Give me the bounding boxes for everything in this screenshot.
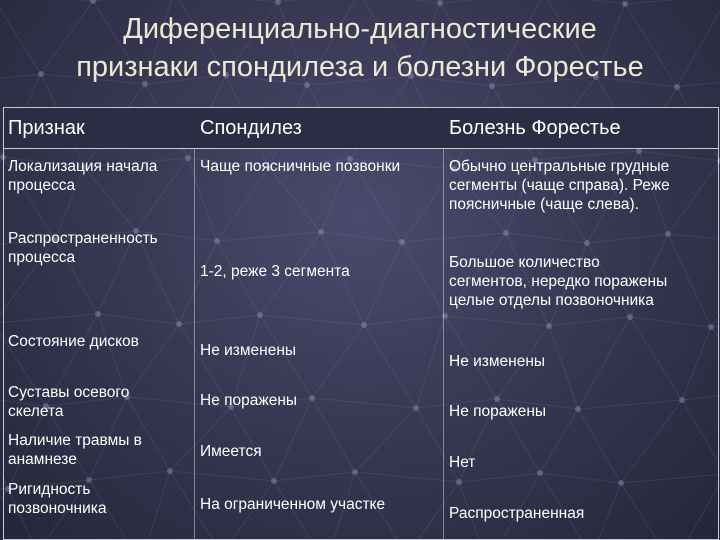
table-cell: Не поражены <box>200 392 298 409</box>
table-cell: Нет <box>449 454 476 471</box>
table-row <box>4 157 718 227</box>
background-line <box>440 0 544 3</box>
background-line <box>174 0 278 2</box>
table-cell: Не поражены <box>449 403 547 420</box>
comparison-table <box>3 107 719 540</box>
header-cell-forestier: Болезнь Форестье <box>449 117 621 139</box>
table-cell: Суставы осевого скелета <box>8 384 130 420</box>
background-line <box>359 0 440 3</box>
background-line <box>278 0 359 2</box>
table-cell: Распространенная <box>449 505 585 522</box>
table-row <box>4 229 718 329</box>
table-row <box>4 332 718 384</box>
table-cell: 1-2, реже 3 сегмента <box>200 263 350 280</box>
table-cell: Состояние дисков <box>8 333 139 350</box>
background-node <box>622 1 628 7</box>
table-cell: Большое количество сегментов, нередко поражены целые отделы позвоночника <box>449 254 668 309</box>
table-cell: На ограниченном участке <box>200 496 386 513</box>
table-row <box>4 480 718 536</box>
table-cell: Обычно центральные грудные сегменты (чаще справа). Реже поясничные (чаще слева). <box>449 158 670 213</box>
slide-title: Диференциально-диагностические признаки спондилеза и болезни Форестье <box>76 13 644 83</box>
table-cell: Чаще поясничные позвонки <box>200 158 401 175</box>
table-cell: Локализация начала процесса <box>8 158 158 194</box>
table-row <box>4 431 718 479</box>
header-cell-spondylosis: Спондилез <box>200 117 302 139</box>
header-cell-sign: Признак <box>8 117 85 139</box>
background-line <box>0 0 93 1</box>
table-cell: Наличие травмы в анамнезе <box>8 432 142 468</box>
table-header-row <box>4 108 718 149</box>
table-cell: Ригидность позвоночника <box>8 481 107 517</box>
table-cell: Не изменены <box>200 342 297 359</box>
background-node <box>437 0 443 6</box>
background-line <box>544 0 625 4</box>
background-line <box>625 0 720 4</box>
table-row <box>4 383 718 429</box>
table-cell: Распространенность процесса <box>8 230 158 266</box>
table-cell: Имеется <box>200 443 262 460</box>
table-cell: Не изменены <box>449 353 546 370</box>
background-line <box>93 0 174 1</box>
